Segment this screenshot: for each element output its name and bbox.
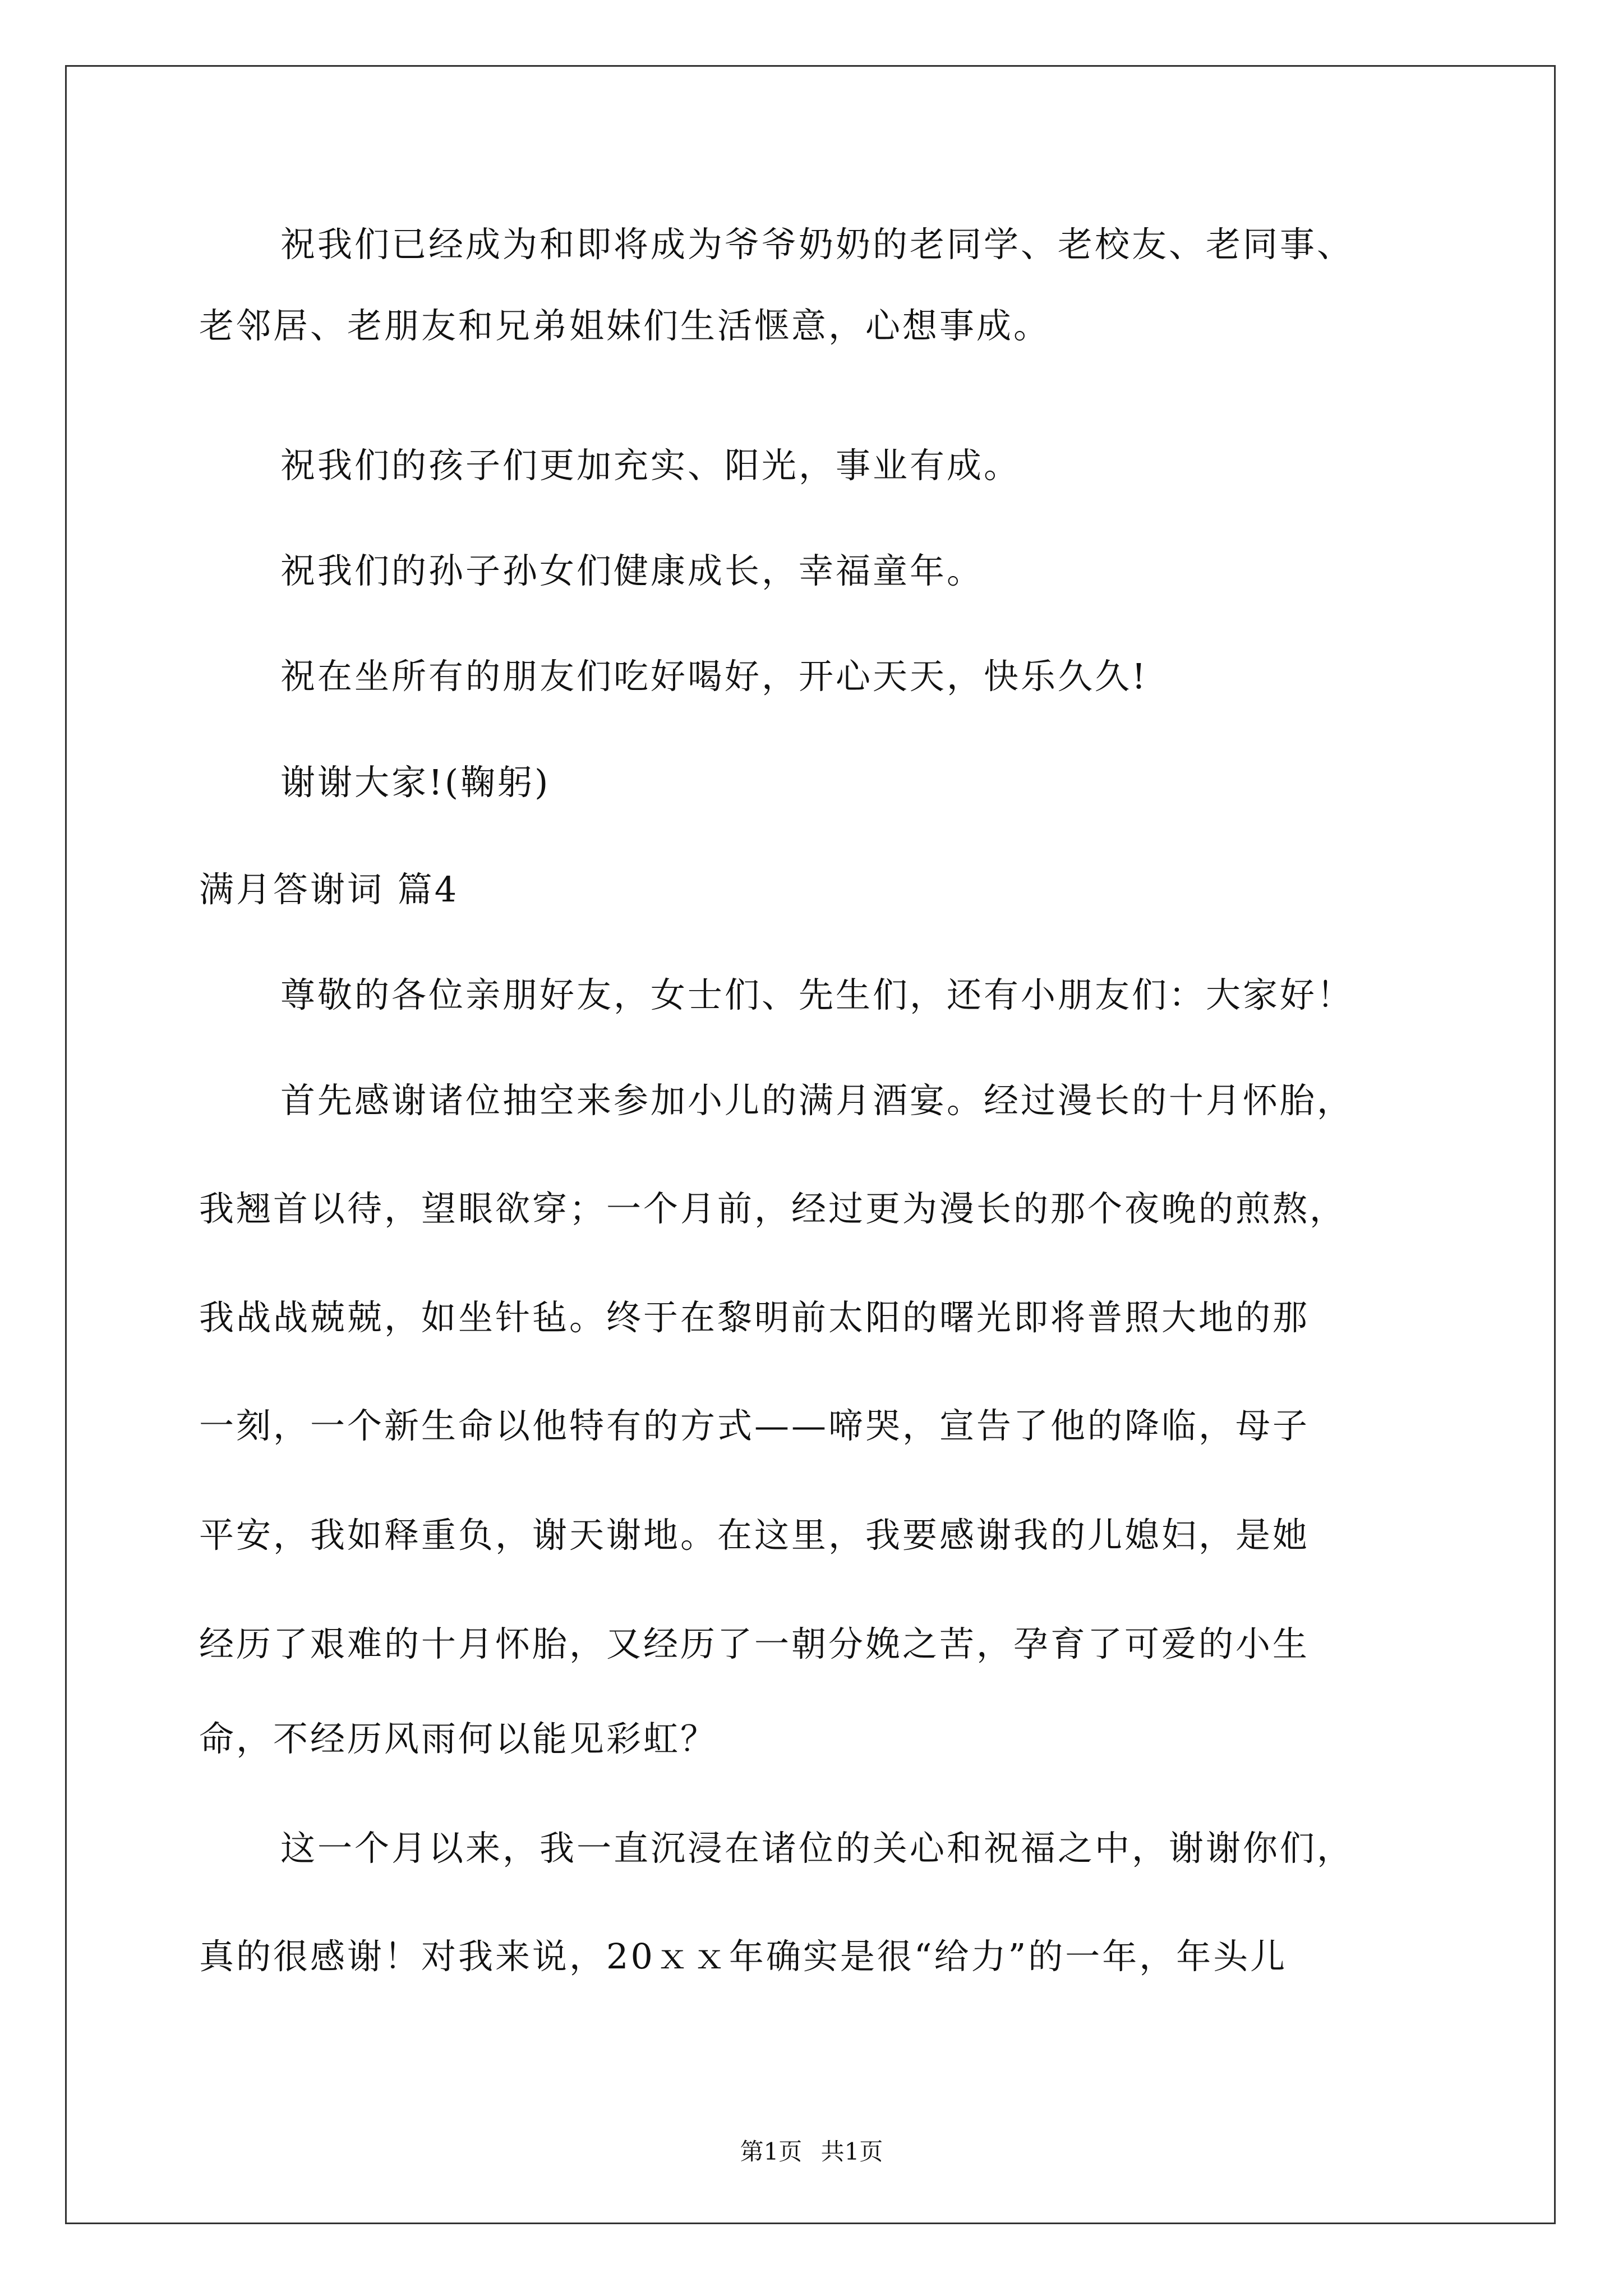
paragraph-line: 一刻，一个新生命以他特有的方式——啼哭，宣告了他的降临，母子 (199, 1405, 1310, 1446)
paragraph-line: 命，不经历风雨何以能见彩虹？ (199, 1718, 718, 1759)
paragraph-line: 尊敬的各位亲朋好友，女士们、先生们，还有小朋友们：大家好！ (280, 974, 1354, 1015)
page-border (65, 65, 1556, 2224)
paragraph-line: 祝我们的孩子们更加充实、阳光，事业有成。 (280, 445, 1021, 486)
paragraph-line: 老邻居、老朋友和兄弟姐妹们生活惬意，心想事成。 (199, 305, 1051, 346)
paragraph-line: 我翘首以待，望眼欲穿；一个月前，经过更为漫长的那个夜晚的煎熬， (199, 1188, 1347, 1229)
paragraph-line: 经历了艰难的十月怀胎，又经历了一朝分娩之苦，孕育了可爱的小生 (199, 1623, 1310, 1664)
paragraph-line: 我战战兢兢，如坐针毡。终于在黎明前太阳的曙光即将普照大地的那 (199, 1297, 1310, 1338)
paragraph-line: 谢谢大家!(鞠躬) (280, 762, 551, 803)
paragraph-line: 首先感谢诸位抽空来参加小儿的满月酒宴。经过漫长的十月怀胎， (280, 1080, 1354, 1121)
page-total: 共1页 (820, 2138, 883, 2165)
paragraph-line: 平安，我如释重负，谢天谢地。在这里，我要感谢我的儿媳妇，是她 (199, 1515, 1310, 1556)
page-footer (0, 2136, 1623, 2168)
paragraph-line: 祝在坐所有的朋友们吃好喝好，开心天天，快乐久久! (280, 656, 1148, 697)
paragraph-line: 祝我们的孙子孙女们健康成长，幸福童年。 (280, 550, 984, 591)
paragraph-line: 真的很感谢！对我来说，20ｘｘ年确实是很“给力”的一年，年头儿 (199, 1936, 1288, 1977)
paragraph-line: 这一个月以来，我一直沉浸在诸位的关心和祝福之中，谢谢你们， (280, 1828, 1354, 1869)
page-number: 第1页 (740, 2138, 803, 2165)
paragraph-line: 祝我们已经成为和即将成为爷爷奶奶的老同学、老校友、老同事、 (280, 224, 1354, 265)
section-heading: 满月答谢词 篇4 (199, 869, 459, 910)
